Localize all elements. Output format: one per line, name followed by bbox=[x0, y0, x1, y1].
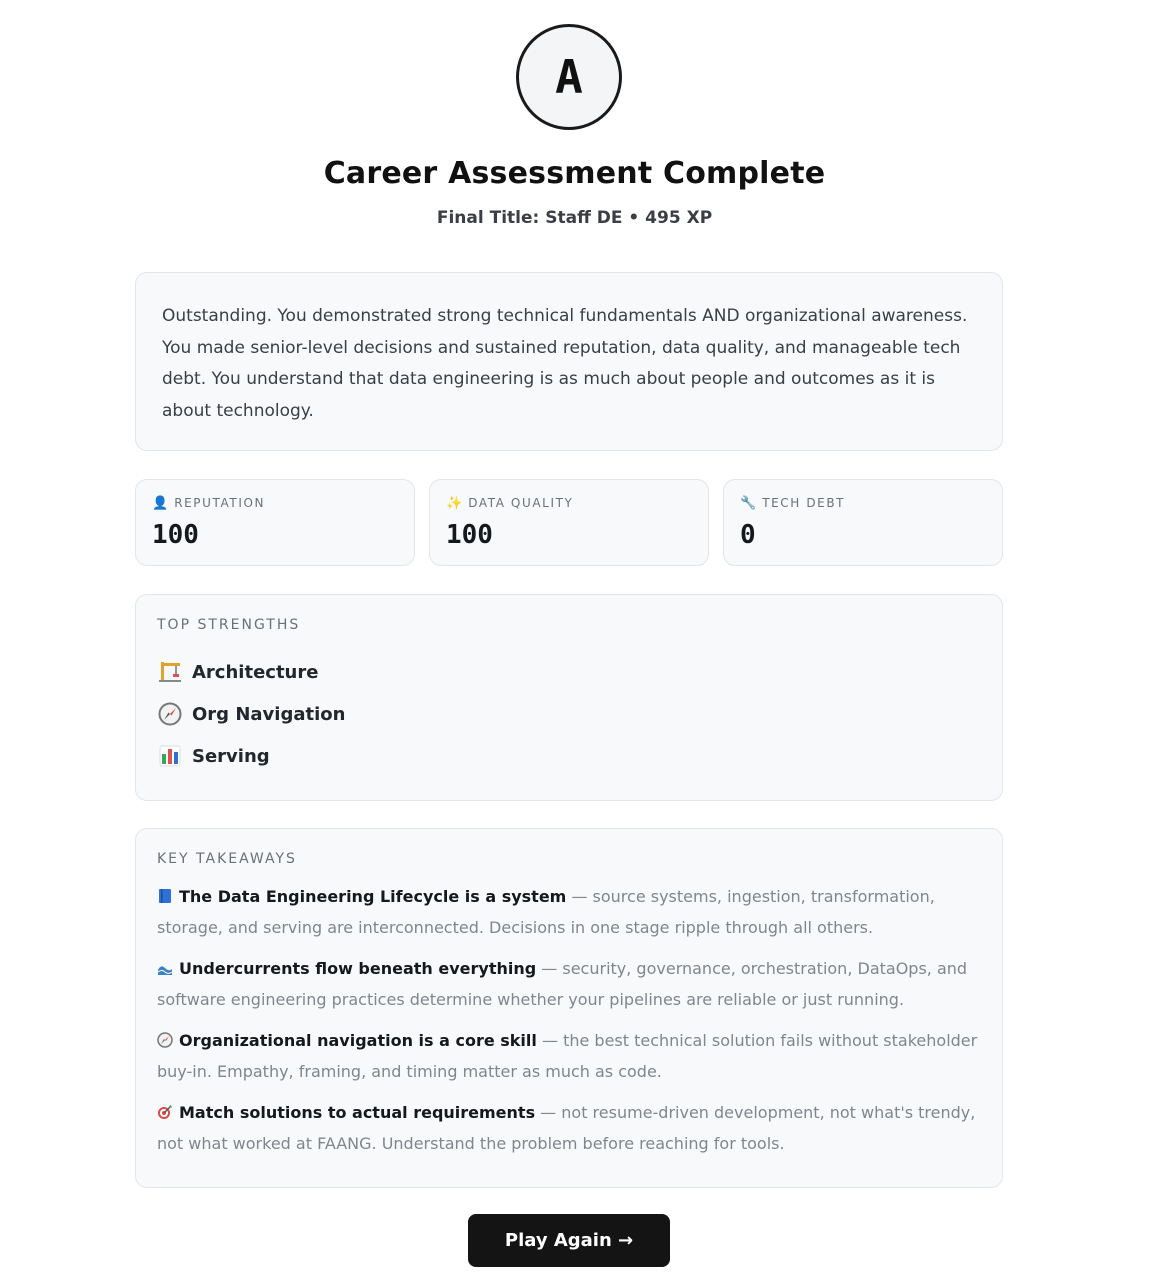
stat-label-text: REPUTATION bbox=[174, 496, 266, 510]
stat-label-text: TECH DEBT bbox=[762, 496, 846, 510]
takeaway-title: The Data Engineering Lifecycle is a system bbox=[179, 887, 567, 906]
takeaway-item bbox=[157, 1097, 981, 1159]
takeaway-text: — security, governance, orchestration, DataOps, and software engineering practices determine whether your pipelines are reliable or just running. bbox=[157, 959, 968, 1009]
takeaway-text: — the best technical solution fails without stakeholder buy-in. Empathy, framing, and timing matter as much as code. bbox=[157, 1031, 978, 1081]
stat-label bbox=[446, 494, 692, 512]
takeaway-text: — source systems, ingestion, transformation, storage, and serving are interconnected. Decisions in one stage ripple through all others. bbox=[157, 887, 935, 937]
summary-text: Outstanding. You demonstrated strong technical fundamentals AND organizational awareness. You made senior-level decisions and sustained reputation, data quality, and manageable tech debt. You understand that data engineering is as much about people and outcomes as it is about technology. bbox=[162, 306, 968, 421]
strength-item bbox=[157, 651, 981, 693]
takeaway-text: — not resume-driven development, not what's trendy, not what worked at FAANG. Understand the problem before reaching for tools. bbox=[157, 1103, 976, 1153]
top-strengths-card bbox=[135, 594, 1003, 801]
page-title: Career Assessment Complete bbox=[323, 156, 826, 191]
takeaway-item bbox=[157, 1025, 981, 1087]
strength-label: Architecture bbox=[192, 661, 319, 683]
sparkles-icon: ✨ bbox=[446, 495, 463, 511]
play-again-button[interactable]: Play Again → bbox=[468, 1214, 670, 1267]
strength-label: Org Navigation bbox=[192, 703, 346, 725]
compass-icon bbox=[157, 701, 183, 727]
grade-letter: A bbox=[555, 50, 583, 104]
compass-icon bbox=[157, 1027, 175, 1043]
stat-label-text: DATA QUALITY bbox=[468, 496, 574, 510]
summary-card bbox=[135, 272, 1003, 451]
final-title-subtitle: Final Title: Staff DE • 495 XP bbox=[436, 208, 713, 228]
takeaway-title: Match solutions to actual requirements bbox=[179, 1103, 536, 1122]
strength-item bbox=[157, 693, 981, 735]
section-heading: KEY TAKEAWAYS bbox=[157, 851, 297, 867]
stat-card-data-quality bbox=[429, 479, 709, 566]
wrench-icon: 🔧 bbox=[740, 495, 757, 511]
stat-value-data-quality: 100 bbox=[446, 520, 493, 550]
strength-label: Serving bbox=[192, 745, 270, 767]
wave-icon bbox=[157, 955, 175, 971]
book-icon bbox=[157, 883, 175, 899]
crane-icon bbox=[157, 659, 183, 685]
bar-chart-icon bbox=[157, 743, 183, 769]
strength-list bbox=[157, 651, 981, 777]
stat-card-tech-debt bbox=[723, 479, 1003, 566]
section-heading: TOP STRENGTHS bbox=[157, 617, 301, 633]
person-icon: 👤 bbox=[152, 495, 169, 511]
takeaway-list bbox=[157, 881, 981, 1159]
target-icon bbox=[157, 1099, 175, 1115]
takeaway-item bbox=[157, 881, 981, 943]
strength-item bbox=[157, 735, 981, 777]
stat-label bbox=[152, 494, 398, 512]
key-takeaways-card bbox=[135, 828, 1003, 1188]
takeaway-title: Organizational navigation is a core skill bbox=[179, 1031, 537, 1050]
stat-card-reputation bbox=[135, 479, 415, 566]
stat-label bbox=[740, 494, 986, 512]
stat-value-tech-debt: 0 bbox=[740, 520, 756, 550]
stat-value-reputation: 100 bbox=[152, 520, 199, 550]
grade-badge bbox=[516, 24, 622, 130]
takeaway-item bbox=[157, 953, 981, 1015]
takeaway-title: Undercurrents flow beneath everything bbox=[179, 959, 537, 978]
